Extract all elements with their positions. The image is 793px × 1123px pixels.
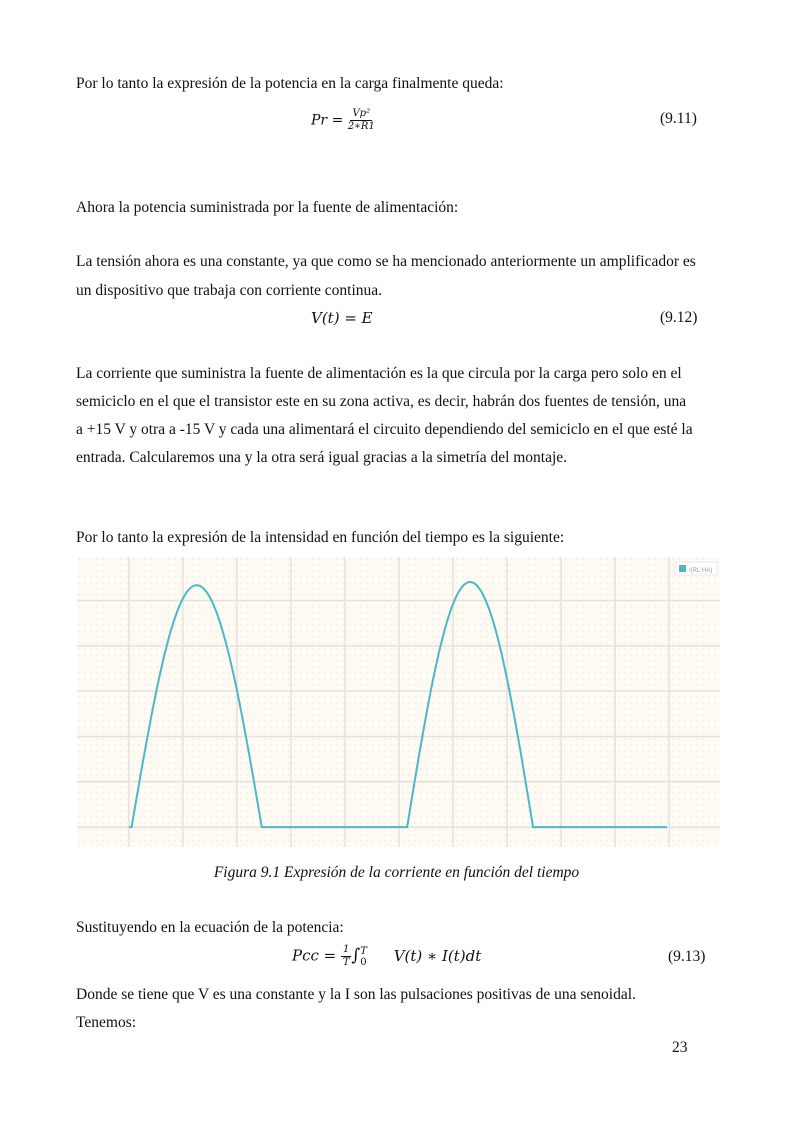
upper-limit: T xyxy=(360,945,367,957)
denominator: T xyxy=(342,957,350,968)
eq-lhs: Pcc = xyxy=(292,946,337,965)
paragraph: Sustituyendo en la ecuación de la potencia: xyxy=(76,919,344,936)
paragraph: Por lo tanto la expresión de la intensidad en función del tiempo es la siguiente: xyxy=(76,529,565,546)
integral-sign: ∫ xyxy=(351,945,361,966)
equation-label: (9.12) xyxy=(660,309,698,326)
paragraph: Donde se tiene que V es una constante y la I son las pulsaciones positivas de una senoidal. xyxy=(76,986,636,1003)
numerator: 1 xyxy=(343,944,350,955)
fraction xyxy=(341,944,351,969)
equation-9-11 xyxy=(311,108,375,133)
paragraph: Tenemos: xyxy=(76,1014,137,1031)
legend xyxy=(675,562,717,575)
paragraph: Ahora la potencia suministrada por la fuente de alimentación: xyxy=(76,199,459,216)
eq-lhs: Pr = xyxy=(311,112,344,129)
paragraph: un dispositivo que trabaja con corriente continua. xyxy=(76,282,383,299)
paragraph: Por lo tanto la expresión de la potencia en la carga finalmente queda: xyxy=(76,75,504,92)
paragraph: La corriente que suministra la fuente de alimentación es la que circula por la carga pero solo en el xyxy=(76,365,682,382)
paragraph: La tensión ahora es una constante, ya que como se ha mencionado anteriormente un amplificador es xyxy=(76,253,696,270)
denominator: 2∗R1 xyxy=(347,121,375,132)
lower-limit: 0 xyxy=(360,956,367,968)
paragraph: semiciclo en el que el transistor este en su zona activa, es decir, habrán dos fuentes de tensión, una xyxy=(76,393,687,410)
equation-label: (9.11) xyxy=(660,110,697,127)
figure-caption: Figura 9.1 Expresión de la corriente en función del tiempo xyxy=(213,864,580,881)
integrand: V(t) ∗ I(t)dt xyxy=(393,946,482,965)
equation-9-13 xyxy=(292,944,481,969)
equation-9-12: V(t) = E xyxy=(311,309,373,327)
page-number: 23 xyxy=(672,1039,688,1056)
fraction xyxy=(348,108,375,133)
equation-label: (9.13) xyxy=(668,948,706,965)
paragraph: a +15 V y otra a -15 V y cada una alimentará el circuito dependiendo del semiciclo en el que esté la xyxy=(76,421,693,438)
paragraph: entrada. Calcularemos una y la otra será igual gracias a la simetría del montaje. xyxy=(76,449,568,466)
legend-swatch xyxy=(679,565,686,572)
legend-label: I(RL:HA) xyxy=(689,568,713,574)
numerator: Vp² xyxy=(352,108,371,119)
current-chart xyxy=(77,557,720,847)
